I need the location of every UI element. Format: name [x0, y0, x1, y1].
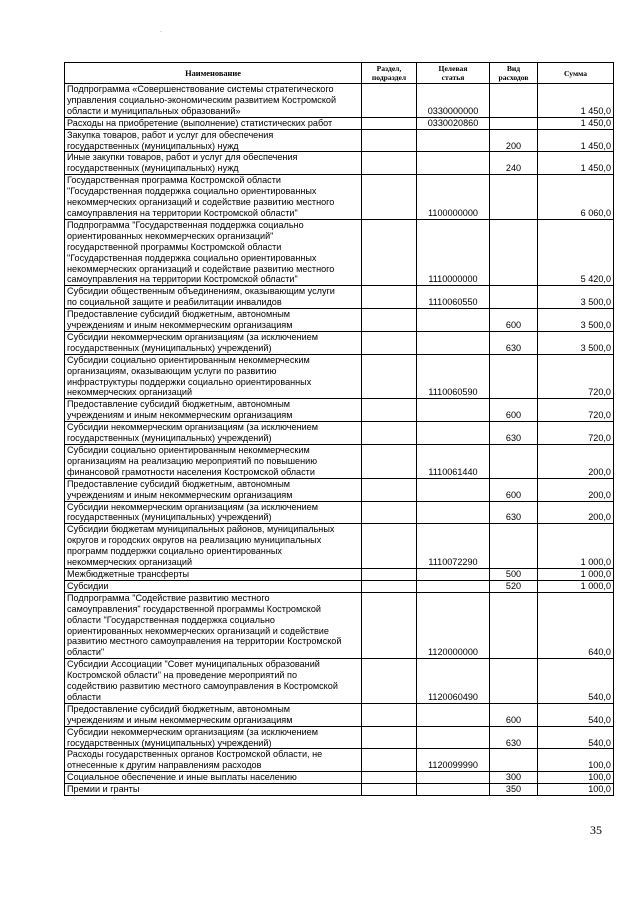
- row-name-cell: Субсидии некоммерческим организациям (за исключением государственных (муниципальных) учреждений): [65, 726, 362, 749]
- row-target-article-cell: [417, 309, 490, 332]
- row-expense-type-cell: [490, 84, 538, 118]
- row-target-article-cell: [417, 331, 490, 354]
- row-target-article-cell: 1110061440: [417, 445, 490, 479]
- row-sum-cell: 200,0: [538, 445, 614, 479]
- row-name-cell: Расходы государственных органов Костромской области, не отнесенные к другим направлениям расходов: [65, 749, 362, 772]
- header-name: Наименование: [65, 63, 362, 84]
- row-sum-cell: 3 500,0: [538, 286, 614, 309]
- row-expense-type-cell: [490, 524, 538, 569]
- row-sum-cell: 1 000,0: [538, 524, 614, 569]
- row-expense-type-cell: [490, 659, 538, 704]
- row-sum-cell: 200,0: [538, 478, 614, 501]
- row-sum-cell: 100,0: [538, 784, 614, 796]
- table-row: [65, 354, 614, 399]
- row-sum-cell: 3 500,0: [538, 331, 614, 354]
- row-section-cell: [362, 422, 417, 445]
- table-row: [65, 219, 614, 285]
- row-name-cell: Субсидии бюджетам муниципальных районов, муниципальных округов и городских округов на реализацию муниципальных программ поддержки социально ориентированных некоммерческих организаций: [65, 524, 362, 569]
- table-row: [65, 286, 614, 309]
- row-sum-cell: 720,0: [538, 422, 614, 445]
- row-expense-type-cell: [490, 592, 538, 658]
- row-expense-type-cell: 300: [490, 772, 538, 784]
- row-sum-cell: 540,0: [538, 659, 614, 704]
- row-name-cell: Подпрограмма "Содействие развитию местного самоуправления" государственной программы Костромской области "Государственная поддержка социально ориентированных некоммерческих организаций и содействие развитию местного самоуправления на территории Костромской области": [65, 592, 362, 658]
- row-expense-type-cell: 520: [490, 580, 538, 592]
- stray-mark: `: [160, 32, 162, 38]
- row-expense-type-cell: [490, 445, 538, 479]
- row-sum-cell: 640,0: [538, 592, 614, 658]
- row-section-cell: [362, 399, 417, 422]
- table-row: [65, 592, 614, 658]
- row-section-cell: [362, 703, 417, 726]
- row-section-cell: [362, 592, 417, 658]
- row-expense-type-cell: [490, 117, 538, 129]
- table-row: [65, 501, 614, 524]
- row-target-article-cell: 1110060550: [417, 286, 490, 309]
- row-section-cell: [362, 84, 417, 118]
- row-section-cell: [362, 219, 417, 285]
- row-section-cell: [362, 726, 417, 749]
- row-sum-cell: 3 500,0: [538, 309, 614, 332]
- row-expense-type-cell: 600: [490, 478, 538, 501]
- row-target-article-cell: [417, 784, 490, 796]
- row-expense-type-cell: [490, 219, 538, 285]
- row-section-cell: [362, 784, 417, 796]
- row-name-cell: Предоставление субсидий бюджетным, автономным учреждениям и иным некоммерческим организациям: [65, 478, 362, 501]
- row-name-cell: Субсидии социально ориентированным некоммерческим организациям, оказывающим услуги по развитию инфраструктуры поддержки социально ориентированных некоммерческих организаций: [65, 354, 362, 399]
- row-name-cell: Субсидии некоммерческим организациям (за исключением государственных (муниципальных) учреждений): [65, 331, 362, 354]
- table-header-row: [65, 63, 614, 84]
- row-section-cell: [362, 524, 417, 569]
- row-target-article-cell: [417, 772, 490, 784]
- row-target-article-cell: [417, 580, 490, 592]
- row-target-article-cell: 1120060490: [417, 659, 490, 704]
- row-name-cell: Предоставление субсидий бюджетным, автономным учреждениям и иным некоммерческим организациям: [65, 703, 362, 726]
- row-name-cell: Закупка товаров, работ и услуг для обеспечения государственных (муниципальных) нужд: [65, 129, 362, 152]
- row-target-article-cell: 0330000000: [417, 84, 490, 118]
- row-sum-cell: 1 450,0: [538, 117, 614, 129]
- row-sum-cell: 540,0: [538, 726, 614, 749]
- row-name-cell: Социальное обеспечение и иные выплаты населению: [65, 772, 362, 784]
- row-sum-cell: 5 420,0: [538, 219, 614, 285]
- row-section-cell: [362, 749, 417, 772]
- row-section-cell: [362, 331, 417, 354]
- row-target-article-cell: 1120099990: [417, 749, 490, 772]
- row-sum-cell: 6 060,0: [538, 175, 614, 220]
- row-sum-cell: 100,0: [538, 749, 614, 772]
- header-section: Раздел, подраздел: [362, 63, 417, 84]
- row-target-article-cell: [417, 152, 490, 175]
- row-expense-type-cell: [490, 175, 538, 220]
- row-target-article-cell: 1110060590: [417, 354, 490, 399]
- row-expense-type-cell: 600: [490, 703, 538, 726]
- table-row: [65, 117, 614, 129]
- row-target-article-cell: [417, 129, 490, 152]
- row-target-article-cell: [417, 703, 490, 726]
- table-row: [65, 84, 614, 118]
- row-sum-cell: 720,0: [538, 354, 614, 399]
- table-row: [65, 703, 614, 726]
- row-expense-type-cell: 630: [490, 331, 538, 354]
- row-expense-type-cell: 600: [490, 309, 538, 332]
- row-target-article-cell: 1100000000: [417, 175, 490, 220]
- header-expense-type: Вид расходов: [490, 63, 538, 84]
- row-target-article-cell: [417, 501, 490, 524]
- table-row: [65, 726, 614, 749]
- row-name-cell: Подпрограмма "Государственная поддержка социально ориентированных некоммерческих организаций" государственной программы Костромской области "Государственная поддержка социально ориентированных некоммерческих организаций и содействие развитию местного самоуправления на территории Костромской области": [65, 219, 362, 285]
- table-row: [65, 422, 614, 445]
- row-expense-type-cell: [490, 749, 538, 772]
- row-section-cell: [362, 772, 417, 784]
- header-target-article: Целевая статья: [417, 63, 490, 84]
- budget-table: [64, 62, 614, 796]
- row-section-cell: [362, 152, 417, 175]
- row-expense-type-cell: 500: [490, 568, 538, 580]
- row-section-cell: [362, 286, 417, 309]
- row-expense-type-cell: 600: [490, 399, 538, 422]
- table-row: [65, 129, 614, 152]
- row-expense-type-cell: [490, 354, 538, 399]
- row-sum-cell: 100,0: [538, 772, 614, 784]
- table-row: [65, 445, 614, 479]
- row-name-cell: Подпрограмма «Совершенствование системы стратегического управления социально-экономическим развитием Костромской области и муниципальных образований»: [65, 84, 362, 118]
- row-sum-cell: 1 000,0: [538, 568, 614, 580]
- row-expense-type-cell: 630: [490, 501, 538, 524]
- table-row: [65, 524, 614, 569]
- row-target-article-cell: 0330020860: [417, 117, 490, 129]
- row-target-article-cell: 1120000000: [417, 592, 490, 658]
- row-name-cell: Субсидии социально ориентированным некоммерческим организациям на реализацию мероприятий по повышению финансовой грамотности населения Костромской области: [65, 445, 362, 479]
- row-expense-type-cell: 200: [490, 129, 538, 152]
- row-section-cell: [362, 354, 417, 399]
- header-sum: Сумма: [538, 63, 614, 84]
- table-row: [65, 399, 614, 422]
- row-name-cell: Субсидии некоммерческим организациям (за исключением государственных (муниципальных) учреждений): [65, 422, 362, 445]
- row-section-cell: [362, 309, 417, 332]
- row-sum-cell: 200,0: [538, 501, 614, 524]
- row-sum-cell: 1 450,0: [538, 129, 614, 152]
- row-section-cell: [362, 501, 417, 524]
- row-sum-cell: 720,0: [538, 399, 614, 422]
- row-name-cell: Субсидии общественным объединениям, оказывающим услуги по социальной защите и реабилитации инвалидов: [65, 286, 362, 309]
- table-row: [65, 772, 614, 784]
- row-target-article-cell: [417, 478, 490, 501]
- row-name-cell: Предоставление субсидий бюджетным, автономным учреждениям и иным некоммерческим организациям: [65, 309, 362, 332]
- table-row: [65, 568, 614, 580]
- row-section-cell: [362, 129, 417, 152]
- row-target-article-cell: [417, 726, 490, 749]
- row-section-cell: [362, 478, 417, 501]
- table-row: [65, 175, 614, 220]
- row-name-cell: Предоставление субсидий бюджетным, автономным учреждениям и иным некоммерческим организациям: [65, 399, 362, 422]
- row-expense-type-cell: 630: [490, 726, 538, 749]
- table-row: [65, 152, 614, 175]
- table-row: [65, 478, 614, 501]
- row-name-cell: Субсидии некоммерческим организациям (за исключением государственных (муниципальных) учреждений): [65, 501, 362, 524]
- row-target-article-cell: 1110000000: [417, 219, 490, 285]
- table-row: [65, 749, 614, 772]
- row-expense-type-cell: 350: [490, 784, 538, 796]
- table-row: [65, 784, 614, 796]
- row-section-cell: [362, 117, 417, 129]
- table-row: [65, 331, 614, 354]
- row-name-cell: Межбюджетные трансферты: [65, 568, 362, 580]
- row-target-article-cell: [417, 422, 490, 445]
- row-name-cell: Государственная программа Костромской области "Государственная поддержка социально ориентированных некоммерческих организаций и содействие развитию местного самоуправления на территории Костромской области": [65, 175, 362, 220]
- page-number: 35: [590, 823, 602, 837]
- row-section-cell: [362, 445, 417, 479]
- table-row: [65, 309, 614, 332]
- row-name-cell: Субсидии: [65, 580, 362, 592]
- row-sum-cell: 540,0: [538, 703, 614, 726]
- row-target-article-cell: [417, 399, 490, 422]
- row-name-cell: Иные закупки товаров, работ и услуг для обеспечения государственных (муниципальных) нужд: [65, 152, 362, 175]
- row-name-cell: Премии и гранты: [65, 784, 362, 796]
- row-name-cell: Субсидии Ассоциации "Совет муниципальных образований Костромской области" на проведение мероприятий по содействию развитию местного самоуправления в Костромской области: [65, 659, 362, 704]
- row-name-cell: Расходы на приобретение (выполнение) статистических работ: [65, 117, 362, 129]
- table-row: [65, 659, 614, 704]
- row-expense-type-cell: [490, 286, 538, 309]
- row-expense-type-cell: 630: [490, 422, 538, 445]
- row-target-article-cell: [417, 568, 490, 580]
- row-sum-cell: 1 450,0: [538, 152, 614, 175]
- row-section-cell: [362, 175, 417, 220]
- row-section-cell: [362, 580, 417, 592]
- row-section-cell: [362, 568, 417, 580]
- table-row: [65, 580, 614, 592]
- row-target-article-cell: 1110072290: [417, 524, 490, 569]
- row-expense-type-cell: 240: [490, 152, 538, 175]
- row-section-cell: [362, 659, 417, 704]
- row-sum-cell: 1 450,0: [538, 84, 614, 118]
- row-sum-cell: 1 000,0: [538, 580, 614, 592]
